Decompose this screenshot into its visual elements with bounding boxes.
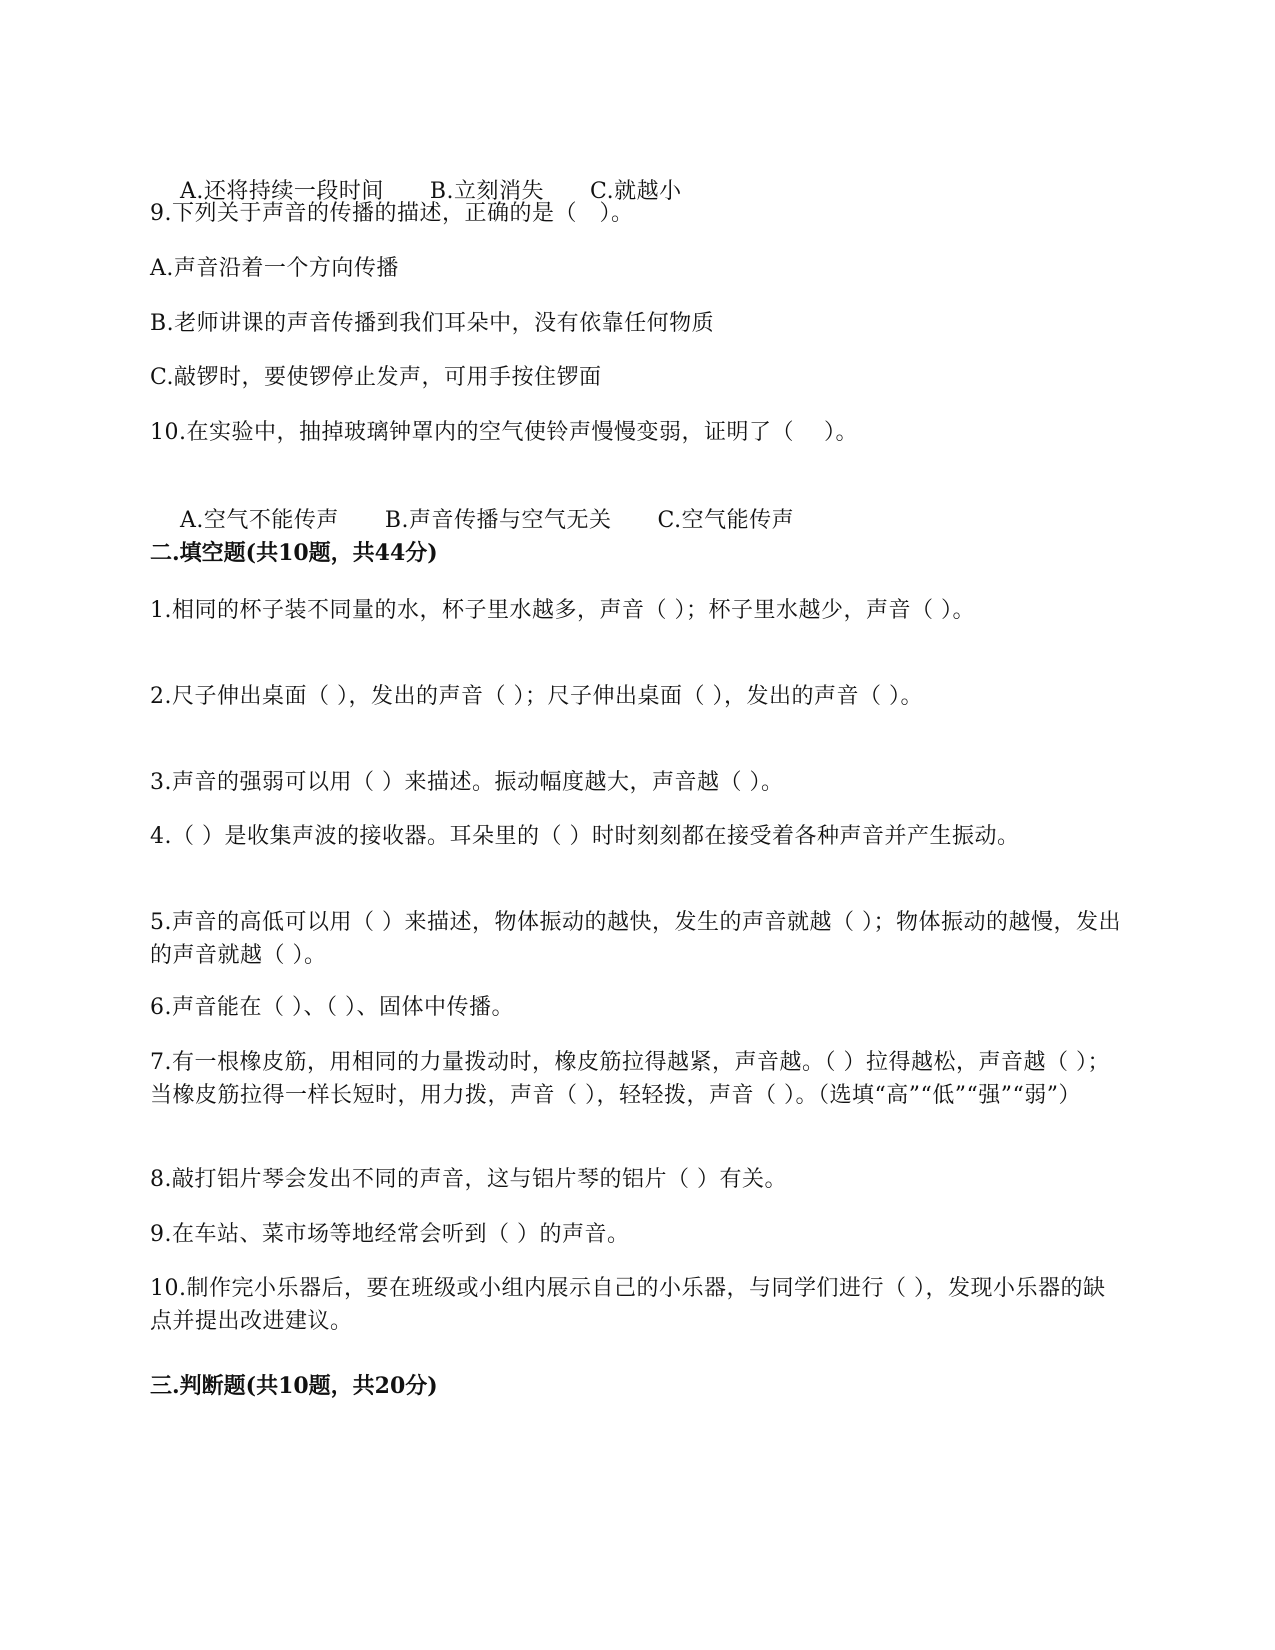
q10-option-b: B.声音传播与空气无关 bbox=[384, 508, 612, 533]
fill-item-9: 9.在车站、菜市场等地经常会听到（ ）的声音。 bbox=[150, 1222, 630, 1247]
q10-option-a: A.空气不能传声 bbox=[179, 508, 339, 533]
q8-option-a: A.还将持续一段时间 bbox=[179, 179, 384, 204]
fill-item-7: 7.有一根橡皮筋，用相同的力量拨动时，橡皮筋拉得越紧，声音越。（ ）拉得越松，声音越（ ）；当橡皮筋拉得一样长短时，用力拨，声音（ ），轻轻拨，声音（ ）。（选填“高”“低”“强”“弱”） bbox=[150, 1050, 1110, 1108]
section-3-title: 三.判断题(共10题，共20分) bbox=[150, 1373, 438, 1399]
q9-stem: 9.下列关于声音的传播的描述，正确的是（ ）。 bbox=[150, 201, 634, 226]
fill-item-6: 6.声音能在（ ）、（ ）、固体中传播。 bbox=[150, 995, 514, 1020]
q9-option-b: B.老师讲课的声音传播到我们耳朵中，没有依靠任何物质 bbox=[150, 311, 715, 336]
fill-item-10: 10.制作完小乐器后，要在班级或小组内展示自己的小乐器，与同学们进行（ ），发现小乐器的缺点并提出改进建议。 bbox=[150, 1276, 1106, 1334]
fill-item-1: 1.相同的杯子装不同量的水，杯子里水越多，声音（ ）；杯子里水越少，声音（ ）。 bbox=[150, 598, 975, 623]
q10-stem: 10.在实验中，抽掉玻璃钟罩内的空气使铃声慢慢变弱，证明了（ ）。 bbox=[150, 420, 858, 445]
section-2-title: 二.填空题(共10题，共44分) bbox=[150, 540, 438, 566]
fill-item-3: 3.声音的强弱可以用（ ）来描述。振动幅度越大，声音越（ ）。 bbox=[150, 770, 784, 795]
q9-option-a: A.声音沿着一个方向传播 bbox=[150, 256, 399, 281]
q9-option-c: C.敲锣时，要使锣停止发声，可用手按住锣面 bbox=[150, 365, 602, 390]
fill-item-4: 4.（ ）是收集声波的接收器。耳朵里的（ ）时时刻刻都在接受着各种声音并产生振动。 bbox=[150, 824, 1020, 849]
q10-option-c: C.空气能传声 bbox=[657, 508, 795, 533]
fill-item-5: 5.声音的高低可以用（ ）来描述，物体振动的越快，发生的声音就越（ ）；物体振动的越慢，发出的声音就越（ ）。 bbox=[150, 910, 1121, 968]
q8-option-c: C.就越小 bbox=[590, 179, 682, 204]
fill-item-8: 8.敲打铝片琴会发出不同的声音，这与铝片琴的铝片（ ）有关。 bbox=[150, 1167, 787, 1192]
q8-option-b: B.立刻消失 bbox=[429, 179, 545, 204]
fill-item-2: 2.尺子伸出桌面（ ），发出的声音（ ）；尺子伸出桌面（ ），发出的声音（ ）。 bbox=[150, 684, 923, 709]
